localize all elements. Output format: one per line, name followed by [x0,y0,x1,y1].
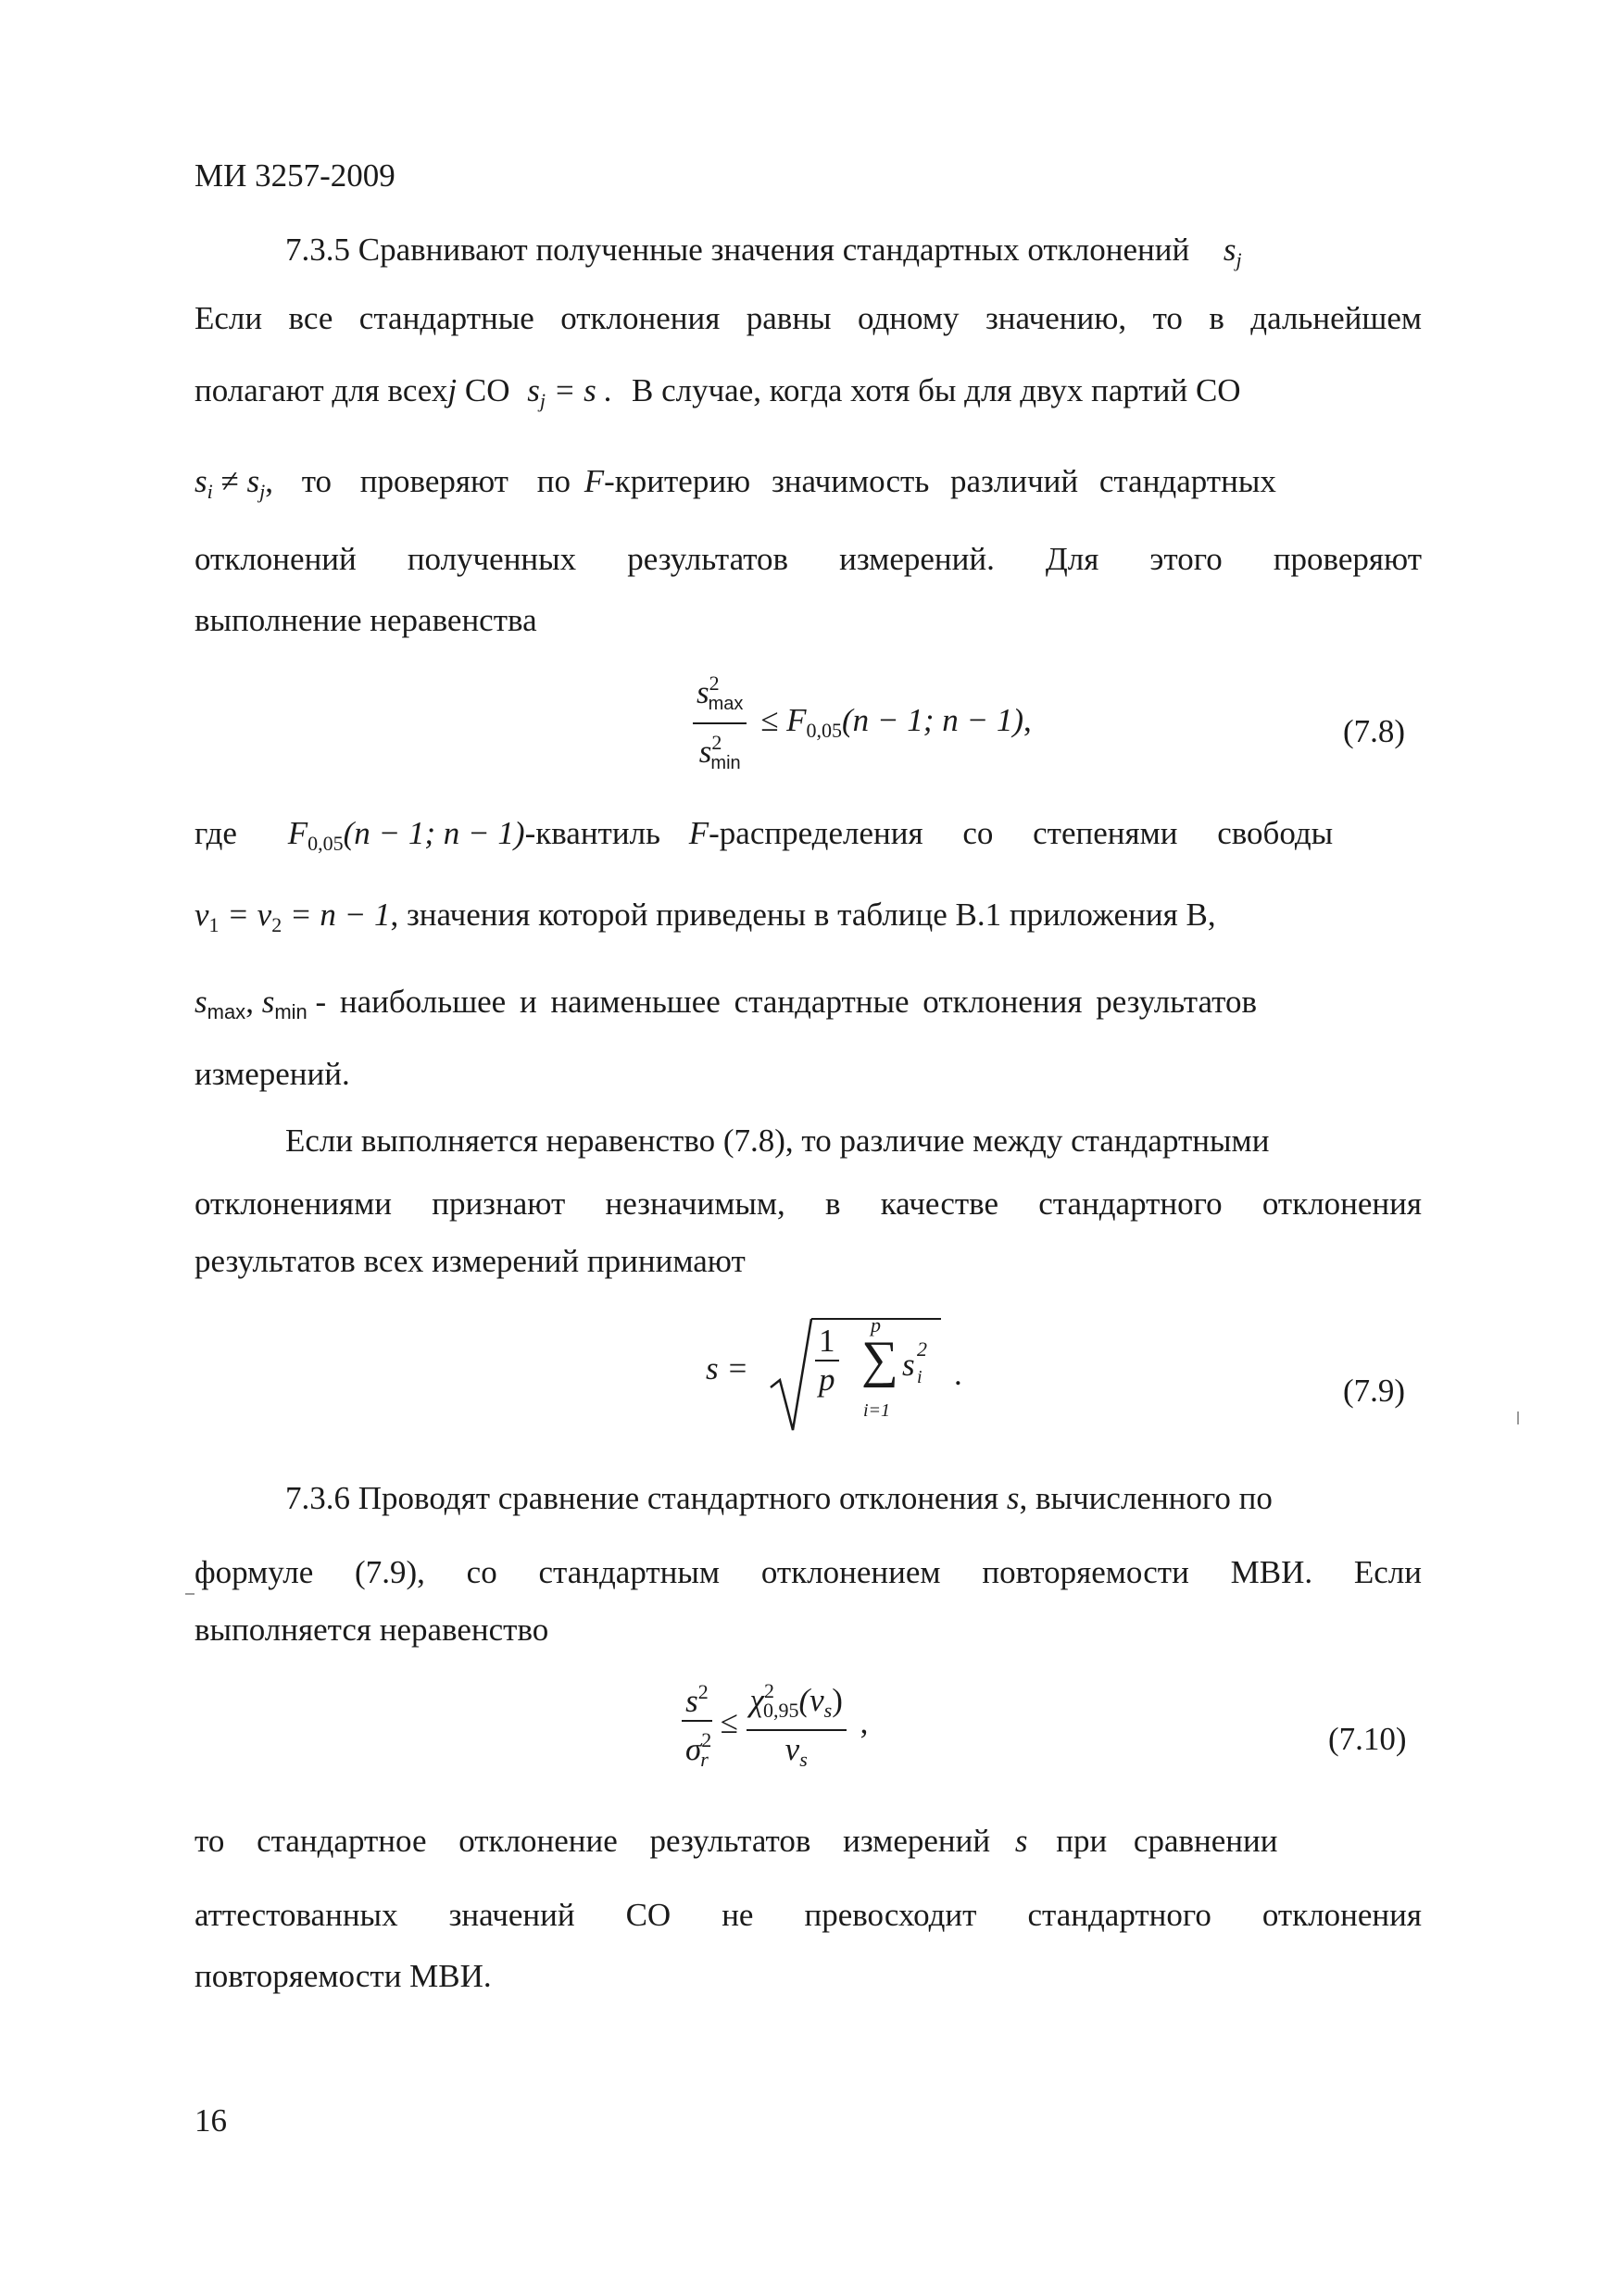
where-line-2: $\nu_1 = \nu_2 = n - 1$, значения которой приведены в таблице В.1 приложения В, [195,897,1216,936]
formula-7-9: s = $\frac{1}{p}$ p ∑ i=1 s 2 i . [706,1315,1002,1436]
paragraph-735-line-1: 7.3.5 Сравнивают полученные значения стандартных отклонений $s_j$ [285,232,1242,271]
paragraph-735-line-3: полагают для всехj СО $s_j = s$ . В случае, когда хотя бы для двух партий СО [195,372,1241,412]
paragraph-if-line-3: результатов всех измерений принимают [195,1243,746,1279]
paragraph-if-line-1: Если выполняется неравенство (7.8), то различие между стандартными [285,1123,1270,1159]
equation-number-7-10: (7.10) [1328,1721,1407,1757]
conclusion-line-1: то стандартное отклонение результатов измерений s при сравнении [195,1823,1278,1859]
paragraph-735-line-6: выполнение неравенства [195,602,537,638]
paragraph-736-line-1: 7.3.6 Проводят сравнение стандартного отклонения s, вычисленного по [285,1480,1273,1516]
scan-artifact [1517,1411,1519,1424]
paragraph-736-line-3: выполняется неравенство [195,1612,549,1648]
paragraph-if-line-2: отклонениями признают незначимым, в качестве стандартного отклонения [195,1186,1422,1222]
conclusion-line-2: аттестованных значений СО не превосходит стандартного отклонения [195,1897,1422,1933]
equation-number-7-8: (7.8) [1343,713,1406,749]
where-line-3: $s_{max}$, $s_{min}$ - наибольшее и наименьшее стандартные отклонения результатов [195,984,1258,1023]
fraction-right: $\frac{\chi^2_{0,95}(\nu_s)}{\nu_s}$ [747,1673,847,1778]
paragraph-736-line-2: формуле (7.9), со стандартным отклонением повторяемости МВИ. Если [195,1554,1422,1590]
where-line-1: где $F_{0,05}(n - 1$; n − 1)-квантиль F-распределения со степенями свободы [195,815,1334,855]
formula-7-8: $\frac{s^2_{max}}{s^2_{min}}$ ≤ $F_{0,05}(n - 1$; n − 1), [693,665,1032,782]
where-line-4: измерений. [195,1056,350,1092]
formula-7-10: $\frac{s^2}{\sigma^2_r}$ ≤ $\frac{\chi^2_{0,95}(\nu_s)}{\nu_s}$ , [682,1673,868,1778]
scan-artifact [185,1593,195,1595]
fraction-left: $\frac{s^2}{\sigma^2_r}$ [682,1674,712,1778]
conclusion-line-3: повторяемости МВИ. [195,1958,492,1994]
equation-number-7-9: (7.9) [1343,1373,1406,1409]
sqrt-sign [769,1315,815,1436]
paragraph-735-line-5: отклонений полученных результатов измерений. Для этого проверяют [195,541,1422,577]
page-number: 16 [195,2102,227,2139]
fraction: $\frac{1}{p}$ [815,1323,839,1399]
fraction: $\frac{s^2_{max}}{s^2_{min}}$ [693,665,747,782]
paragraph-735-line-2: Если все стандартные отклонения равны одному значению, то в дальнейшем [195,300,1422,336]
paragraph-735-line-4: $s_i \ne s_j$, то проверяют по F-критерию значимость различий стандартных [195,463,1276,503]
document-id: МИ 3257-2009 [195,157,395,194]
